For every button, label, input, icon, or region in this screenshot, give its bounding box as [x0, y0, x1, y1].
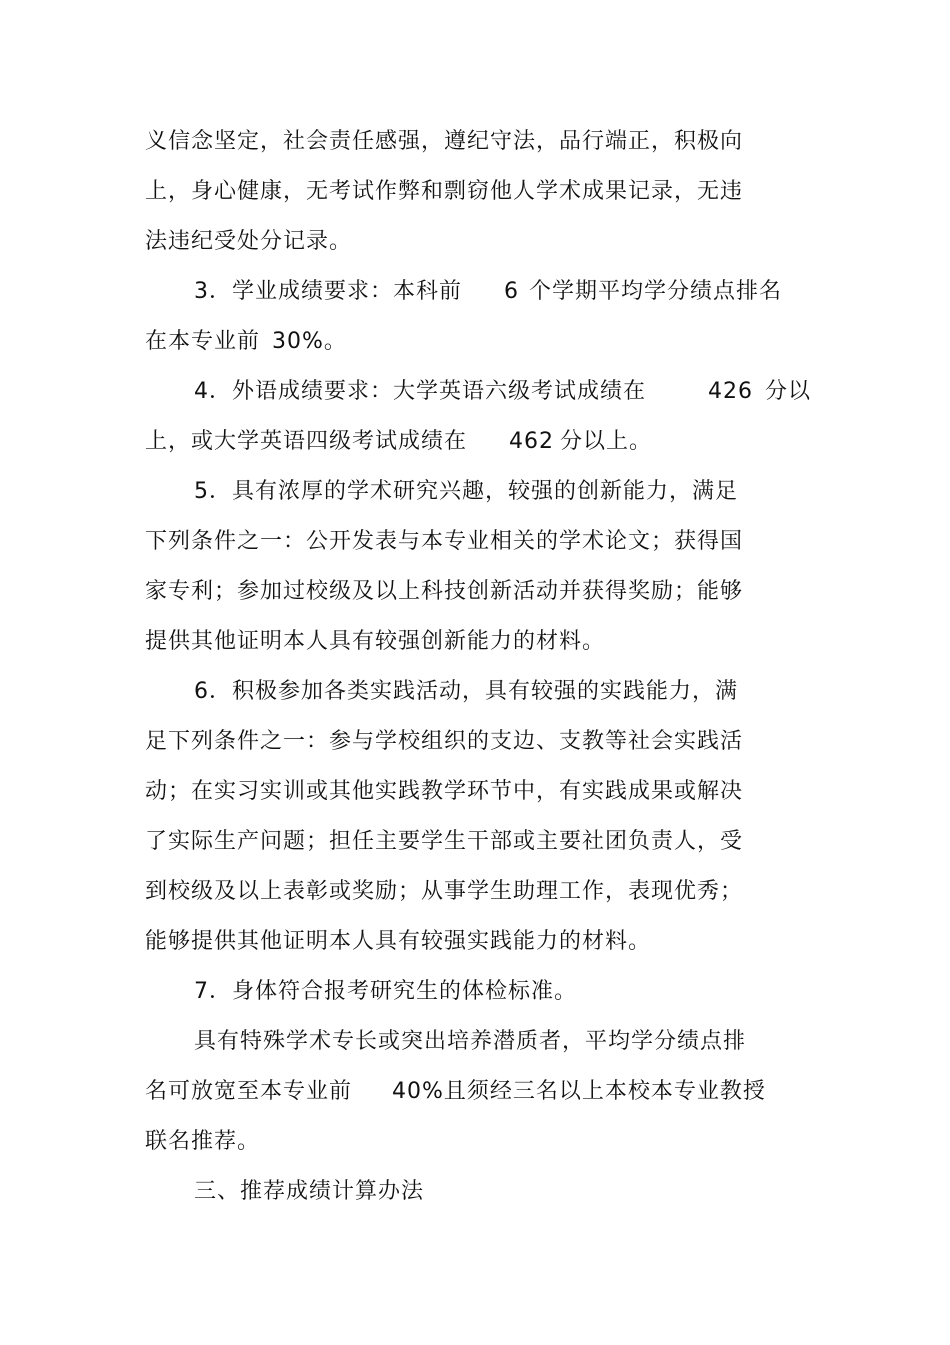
requirement-3-rest: 个学期平均学分绩点排名 [529, 279, 783, 304]
requirement-6-line-5: 到校级及以上表彰或奖励；从事学生助理工作，表现优秀； [145, 879, 744, 904]
special-talent-percent: 40%且须经三名以上本校本专业教授 [392, 1079, 766, 1104]
requirement-6-line-6: 能够提供其他证明本人具有较强实践能力的材料。 [145, 929, 652, 954]
section-heading-3: 三、推荐成绩计算办法 [194, 1179, 425, 1204]
requirement-4 [194, 377, 811, 407]
requirement-6-line-3: 动；在实习实训或其他实践教学环节中，有实践成果或解决 [145, 779, 744, 804]
requirement-3 [194, 277, 782, 307]
requirement-4-cont-text: 上，或大学英语四级考试成绩在 [145, 429, 468, 454]
text-line-3: 法违纪受处分记录。 [145, 229, 353, 254]
requirement-5-line-2: 下列条件之一：公开发表与本专业相关的学术论文；获得国 [145, 529, 744, 554]
requirement-4-label: 4．外语成绩要求：大学英语六级考试成绩在 [194, 379, 646, 404]
requirement-6: 6．积极参加各类实践活动，具有较强的实践能力，满 [194, 679, 738, 704]
requirement-4-cont [145, 427, 652, 457]
requirement-4-cont-rest: 分以上。 [560, 429, 653, 454]
special-talent-paragraph: 具有特殊学术专长或突出培养潜质者，平均学分绩点排 [194, 1029, 747, 1054]
requirement-3-semesters: 6 [504, 279, 519, 304]
requirement-5-line-4: 提供其他证明本人具有较强创新能力的材料。 [145, 629, 606, 654]
requirement-3-label: 3．学业成绩要求：本科前 [194, 279, 462, 304]
requirement-3-cont-text: 在本专业前 [145, 329, 261, 354]
special-talent-line-2 [145, 1077, 766, 1107]
requirement-6-line-2: 足下列条件之一：参与学校组织的支边、支教等社会实践活 [145, 729, 744, 754]
requirement-3-percent: 30%。 [272, 329, 347, 354]
text-line-1: 义信念坚定，社会责任感强，遵纪守法，品行端正，积极向 [145, 129, 744, 154]
requirement-4-cet6-score: 426 [708, 379, 753, 404]
requirement-4-cet4-score: 462 [509, 429, 555, 454]
special-talent-line-3: 联名推荐。 [145, 1129, 261, 1154]
requirement-5-line-3: 家专利；参加过校级及以上科技创新活动并获得奖励；能够 [145, 579, 744, 604]
requirement-7: 7．身体符合报考研究生的体检标准。 [194, 979, 577, 1004]
requirement-4-rest: 分以 [765, 379, 812, 404]
requirement-5: 5．具有浓厚的学术研究兴趣，较强的创新能力，满足 [194, 479, 738, 504]
requirement-6-line-4: 了实际生产问题；担任主要学生干部或主要社团负责人，受 [145, 829, 744, 854]
text-line-2: 上，身心健康，无考试作弊和剽窃他人学术成果记录，无违 [145, 179, 744, 204]
special-talent-line-2-text: 名可放宽至本专业前 [145, 1079, 353, 1104]
requirement-3-cont [145, 327, 347, 357]
